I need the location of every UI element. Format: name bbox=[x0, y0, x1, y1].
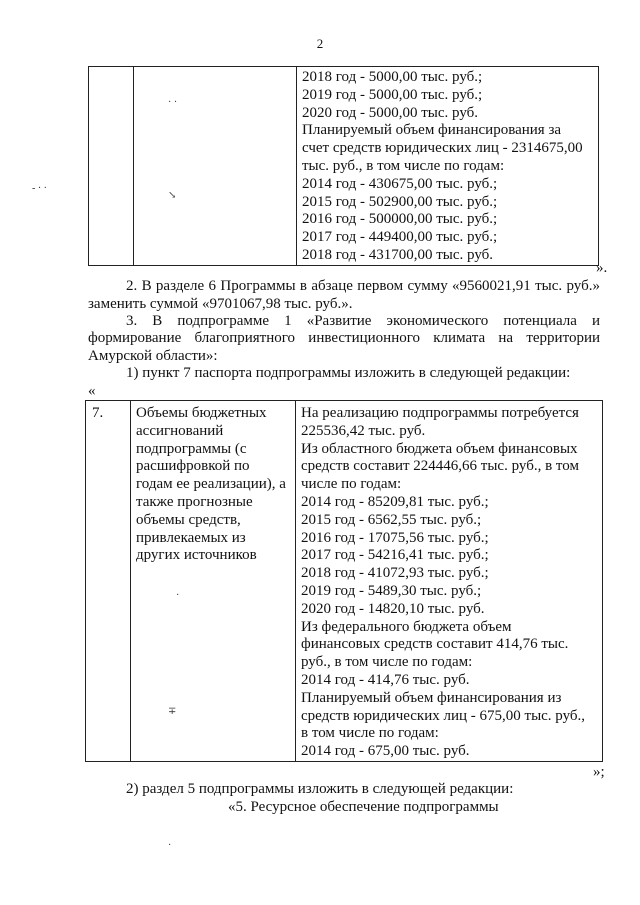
text-line: числе по годам: bbox=[301, 476, 402, 493]
text-line: годам ее реализации), а bbox=[136, 476, 286, 493]
text-line: средств составит 224446,66 тыс. руб., в том bbox=[301, 458, 579, 475]
table-cell-name bbox=[134, 67, 297, 266]
closing-quote-semicolon: »; bbox=[593, 764, 605, 780]
text-line: объемы средств, bbox=[136, 511, 241, 528]
subitem-1: 1) пункт 7 паспорта подпрограммы изложить в следующей редакции: bbox=[126, 365, 571, 381]
opening-quote: « bbox=[88, 383, 96, 399]
text-line: 2018 год - 431700,00 тыс. руб. bbox=[302, 246, 494, 263]
table-cell-value bbox=[297, 67, 599, 266]
text-line: 2014 год - 85209,81 тыс. руб.; bbox=[301, 493, 489, 510]
row-number: 7. bbox=[92, 405, 104, 421]
text-line: 2017 год - 54216,41 тыс. руб.; bbox=[301, 547, 489, 564]
closing-quote: ». bbox=[596, 260, 608, 276]
text-line: 2016 год - 17075,56 тыс. руб.; bbox=[301, 529, 489, 546]
text-line: Планируемый объем финансирования из bbox=[301, 689, 562, 706]
text-line: 2016 год - 500000,00 тыс. руб.; bbox=[302, 211, 498, 228]
text-line: в том числе по годам: bbox=[301, 725, 439, 742]
text-line: руб., в том числе по годам: bbox=[301, 654, 473, 671]
financing-table-continuation bbox=[88, 66, 599, 266]
text-line: привлекаемых из bbox=[136, 529, 246, 546]
text-line: 2015 год - 6562,55 тыс. руб.; bbox=[301, 511, 482, 528]
item-2-line-1: 2. В разделе 6 Программы в абзаце первом сумму «9560021,91 тыс. руб.» bbox=[126, 278, 600, 294]
text-line: Планируемый объем финансирования за bbox=[302, 122, 562, 139]
text-line: финансовых средств составит 414,76 тыс. bbox=[301, 636, 569, 653]
scan-speck: · bbox=[176, 590, 180, 601]
table-cell-number bbox=[86, 401, 131, 762]
scan-speck: ↘ bbox=[168, 190, 177, 201]
text-line: 2018 год - 41072,93 тыс. руб.; bbox=[301, 565, 489, 582]
value-lines bbox=[296, 401, 602, 761]
page-number: 2 bbox=[316, 36, 324, 51]
scan-speck: - · · bbox=[32, 183, 47, 194]
text-line: 225536,42 тыс. руб. bbox=[301, 422, 426, 439]
text-line: Из областного бюджета объем финансовых bbox=[301, 440, 578, 457]
item-3-line-3: Амурской области»: bbox=[88, 348, 218, 364]
text-line: счет средств юридических лиц - 2314675,00 bbox=[302, 140, 583, 157]
text-line: также прогнозные bbox=[136, 493, 253, 510]
text-line: Из федерального бюджета объем bbox=[301, 618, 512, 635]
scan-speck: · bbox=[168, 840, 172, 851]
subitem-2: 2) раздел 5 подпрограммы изложить в следующей редакции: bbox=[126, 781, 514, 797]
text-line: 2014 год - 675,00 тыс. руб. bbox=[301, 743, 470, 760]
text-line: 2020 год - 5000,00 тыс. руб. bbox=[302, 104, 479, 121]
text-line: 2014 год - 414,76 тыс. руб. bbox=[301, 671, 470, 688]
section-heading: «5. Ресурсное обеспечение подпрограммы bbox=[228, 799, 499, 815]
text-line: подпрограммы (с bbox=[136, 440, 247, 457]
name-lines bbox=[131, 401, 295, 565]
item-3-line-2: формирование благоприятного инвестиционного климата на территории bbox=[88, 330, 600, 346]
text-line: 2017 год - 449400,00 тыс. руб.; bbox=[302, 229, 498, 246]
text-line: средств юридических лиц - 675,00 тыс. руб., bbox=[301, 707, 586, 724]
table-cell-name bbox=[131, 401, 296, 762]
text-line: Объемы бюджетных bbox=[136, 405, 267, 421]
text-line: 2014 год - 430675,00 тыс. руб.; bbox=[302, 175, 498, 192]
value-lines bbox=[297, 67, 598, 265]
financing-table-item-7 bbox=[85, 400, 603, 762]
text-line: 2019 год - 5000,00 тыс. руб.; bbox=[302, 86, 483, 103]
scan-speck: ∓ bbox=[168, 706, 177, 717]
text-line: 2020 год - 14820,10 тыс. руб. bbox=[301, 600, 485, 617]
text-line: ассигнований bbox=[136, 422, 224, 439]
text-line: расшифровкой по bbox=[136, 458, 250, 475]
text-line: 2015 год - 502900,00 тыс. руб.; bbox=[302, 193, 498, 210]
item-3-line-1: 3. В подпрограмме 1 «Развитие экономического потенциала и bbox=[126, 313, 600, 329]
text-line: 2018 год - 5000,00 тыс. руб.; bbox=[302, 69, 483, 85]
table-cell-value bbox=[296, 401, 603, 762]
text-line: других источников bbox=[136, 547, 257, 564]
text-line: 2019 год - 5489,30 тыс. руб.; bbox=[301, 582, 482, 599]
scan-speck: · · bbox=[168, 97, 178, 108]
table-cell-number bbox=[89, 67, 134, 266]
text-line: На реализацию подпрограммы потребуется bbox=[301, 405, 579, 421]
text-line: тыс. руб., в том числе по годам: bbox=[302, 157, 505, 174]
item-2-line-2: заменить суммой «9701067,98 тыс. руб.». bbox=[88, 296, 353, 312]
